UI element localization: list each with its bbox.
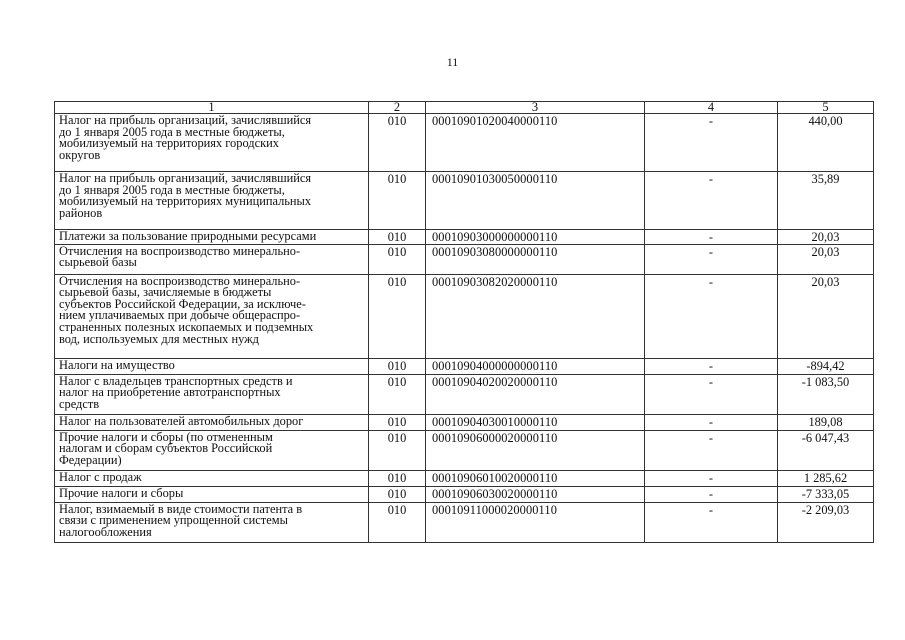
row-name-line: мобилизуемый на территориях городских bbox=[59, 136, 279, 151]
row-code-cell: 010 bbox=[369, 470, 426, 486]
row-amount-cell: 20,03 bbox=[778, 274, 874, 358]
row-col4-cell: - bbox=[645, 374, 778, 414]
row-col4-cell: - bbox=[645, 230, 778, 245]
row-name-line: Налог, взимаемый в виде стоимости патента в bbox=[59, 502, 303, 516]
row-code-cell: 010 bbox=[369, 358, 426, 374]
row-name-line: средств bbox=[59, 396, 100, 411]
row-code-cell: 010 bbox=[369, 230, 426, 245]
row-code-cell: 010 bbox=[369, 114, 426, 172]
row-amount-cell: 1 285,62 bbox=[778, 470, 874, 486]
row-kbk-cell: 00010904030010000110 bbox=[426, 414, 645, 430]
column-header-5: 5 bbox=[778, 102, 874, 114]
row-name-line: Федерации) bbox=[59, 452, 122, 467]
row-name-line: до 1 января 2005 года в местные бюджеты, bbox=[59, 182, 285, 197]
table-header-row bbox=[55, 102, 874, 114]
row-name-line: Налог с владельцев транспортных средств и bbox=[59, 374, 293, 388]
row-name-line: до 1 января 2005 года в местные бюджеты, bbox=[59, 124, 285, 139]
row-name-line: налог на приобретение автотранспортных bbox=[59, 385, 281, 400]
row-amount-cell: 440,00 bbox=[778, 114, 874, 172]
row-kbk-cell: 00010903082020000110 bbox=[426, 274, 645, 358]
column-header-4: 4 bbox=[645, 102, 778, 114]
row-name-cell bbox=[55, 374, 369, 414]
row-name-cell bbox=[55, 430, 369, 470]
row-kbk-cell: 00010901020040000110 bbox=[426, 114, 645, 172]
row-kbk-cell: 00010903080000000110 bbox=[426, 244, 645, 274]
column-header-2: 2 bbox=[369, 102, 426, 114]
row-name-cell bbox=[55, 244, 369, 274]
row-name-line: Налог на прибыль организаций, зачислявшийся bbox=[59, 171, 312, 185]
row-amount-cell: -6 047,43 bbox=[778, 430, 874, 470]
row-code-cell: 010 bbox=[369, 274, 426, 358]
row-amount-cell: 189,08 bbox=[778, 414, 874, 430]
table-body bbox=[55, 114, 874, 543]
row-col4-cell: - bbox=[645, 414, 778, 430]
row-name-line: страненных полезных ископаемых и подземных bbox=[59, 319, 314, 334]
row-col4-cell: - bbox=[645, 486, 778, 502]
table-row bbox=[55, 358, 874, 374]
row-col4-cell: - bbox=[645, 114, 778, 172]
row-name-line: Налоги на имущество bbox=[59, 358, 175, 372]
row-kbk-cell: 00010906010020000110 bbox=[426, 470, 645, 486]
row-name-cell bbox=[55, 114, 369, 172]
budget-table bbox=[54, 101, 874, 543]
row-name-cell bbox=[55, 486, 369, 502]
row-amount-cell: -894,42 bbox=[778, 358, 874, 374]
row-name-line: Отчисления на воспроизводство минерально- bbox=[59, 244, 301, 258]
row-name-line: районов bbox=[59, 205, 103, 220]
row-name-line: Налог с продаж bbox=[59, 470, 142, 484]
row-name-line: связи с применением упрощенной системы bbox=[59, 513, 288, 528]
row-amount-cell: -7 333,05 bbox=[778, 486, 874, 502]
row-kbk-cell: 00010904000000000110 bbox=[426, 358, 645, 374]
row-amount-cell: 20,03 bbox=[778, 230, 874, 245]
row-code-cell: 010 bbox=[369, 486, 426, 502]
row-name-line: вод, используемых для местных нужд bbox=[59, 331, 259, 346]
row-name-line: Платежи за пользование природными ресурсами bbox=[59, 229, 317, 243]
row-code-cell: 010 bbox=[369, 244, 426, 274]
row-name-line: Отчисления на воспроизводство минерально- bbox=[59, 274, 301, 288]
row-code-cell: 010 bbox=[369, 430, 426, 470]
row-name-cell bbox=[55, 230, 369, 245]
row-code-cell: 010 bbox=[369, 502, 426, 542]
row-name-line: мобилизуемый на территориях муниципальных bbox=[59, 194, 312, 209]
row-name-line: налогам и сборам субъектов Российской bbox=[59, 441, 273, 456]
table-row bbox=[55, 244, 874, 274]
row-amount-cell: 35,89 bbox=[778, 172, 874, 230]
table-row bbox=[55, 430, 874, 470]
row-name-line: сырьевой базы, зачисляемые в бюджеты bbox=[59, 285, 272, 300]
row-amount-cell: -2 209,03 bbox=[778, 502, 874, 542]
row-kbk-cell: 00010906030020000110 bbox=[426, 486, 645, 502]
row-amount-cell: 20,03 bbox=[778, 244, 874, 274]
row-name-line: округов bbox=[59, 147, 101, 162]
row-name-cell bbox=[55, 358, 369, 374]
row-amount-cell: -1 083,50 bbox=[778, 374, 874, 414]
row-kbk-cell: 00010901030050000110 bbox=[426, 172, 645, 230]
table-row bbox=[55, 114, 874, 172]
row-name-cell bbox=[55, 172, 369, 230]
column-header-3: 3 bbox=[426, 102, 645, 114]
row-kbk-cell: 00010906000020000110 bbox=[426, 430, 645, 470]
row-col4-cell: - bbox=[645, 502, 778, 542]
table-row bbox=[55, 502, 874, 542]
row-col4-cell: - bbox=[645, 358, 778, 374]
table-row bbox=[55, 374, 874, 414]
row-name-line: налогообложения bbox=[59, 524, 152, 539]
row-col4-cell: - bbox=[645, 172, 778, 230]
row-name-line: Налог на пользователей автомобильных дорог bbox=[59, 414, 304, 428]
column-header-1: 1 bbox=[55, 102, 369, 114]
row-code-cell: 010 bbox=[369, 414, 426, 430]
row-name-line: нием уплачиваемых при добыче общераспро- bbox=[59, 308, 301, 323]
page-number: 11 bbox=[446, 55, 459, 69]
row-name-line: Прочие налоги и сборы bbox=[59, 486, 184, 500]
row-kbk-cell: 00010911000020000110 bbox=[426, 502, 645, 542]
row-col4-cell: - bbox=[645, 430, 778, 470]
row-name-line: Прочие налоги и сборы (по отмененным bbox=[59, 430, 273, 444]
table-row bbox=[55, 172, 874, 230]
table-row bbox=[55, 274, 874, 358]
row-col4-cell: - bbox=[645, 244, 778, 274]
row-name-cell bbox=[55, 414, 369, 430]
row-name-cell bbox=[55, 274, 369, 358]
table-row bbox=[55, 470, 874, 486]
table-row bbox=[55, 414, 874, 430]
row-name-cell bbox=[55, 470, 369, 486]
row-name-line: субъектов Российской Федерации, за исключе- bbox=[59, 296, 306, 311]
table-row bbox=[55, 486, 874, 502]
row-name-line: Налог на прибыль организаций, зачислявшийся bbox=[59, 113, 312, 127]
row-kbk-cell: 00010904020020000110 bbox=[426, 374, 645, 414]
row-col4-cell: - bbox=[645, 274, 778, 358]
row-code-cell: 010 bbox=[369, 374, 426, 414]
row-name-line: сырьевой базы bbox=[59, 255, 137, 270]
row-code-cell: 010 bbox=[369, 172, 426, 230]
table-row bbox=[55, 230, 874, 245]
row-name-cell bbox=[55, 502, 369, 542]
row-col4-cell: - bbox=[645, 470, 778, 486]
row-kbk-cell: 00010903000000000110 bbox=[426, 230, 645, 245]
